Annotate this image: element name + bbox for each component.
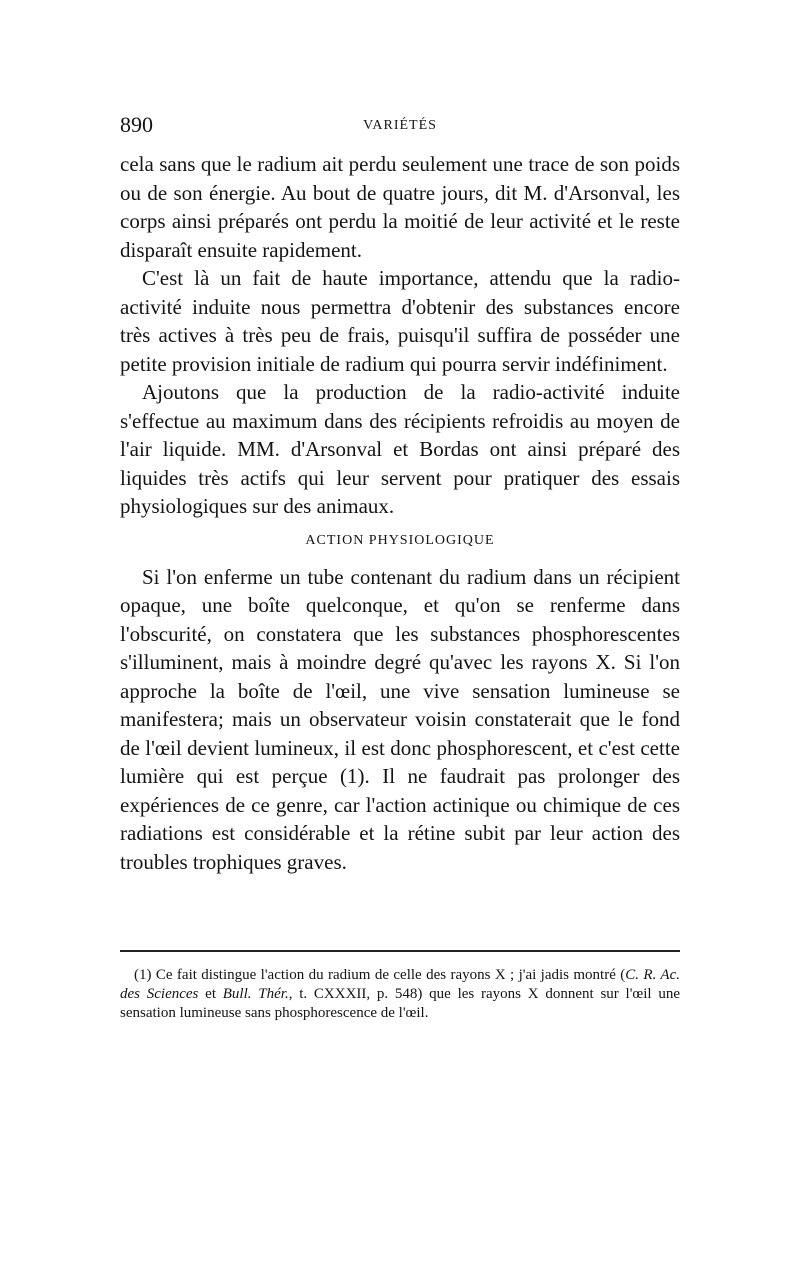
footnote-citation: C. R. Ac. des Sciences (120, 967, 681, 1002)
paragraph: cela sans que le radium ait perdu seulement une trace de son poids ou de son énergie. Au bout de quatre jours, dit M. d'Arsonval, les corps ainsi préparés ont perdu la moitié de leur activité et le reste disparaît ensuite rapidement. (120, 152, 680, 262)
footnote-separator (120, 950, 680, 952)
paragraph: Ajoutons que la production de la radio-activité induite s'effectue au maximum dans des récipients refroidis au moyen de l'air liquide. MM. d'Arsonval et Bordas ont ainsi préparé des liquides très actifs qui leur servent pour pratiquer des essais physiologiques sur des animaux. (120, 380, 680, 518)
page-number: 890 (120, 112, 153, 137)
footnote-text: et (198, 986, 223, 1002)
body-text (120, 150, 680, 876)
footnote (120, 966, 680, 1023)
paragraph: Si l'on enferme un tube contenant du radium dans un récipient opaque, une boîte quelconque, et qu'on se renferme dans l'obscurité, on constatera que les substances phosphorescentes s'illuminent, mais à moindre degré qu'avec les rayons X. Si l'on approche la boîte de l'œil, une vive sensation lumineuse se manifestera; mais un observateur voisin constaterait que le fond de l'œil devient lumineux, il est donc phosphorescent, et c'est cette lumière qui est perçue (1). Il ne faudrait pas prolonger des expériences de ce genre, car l'action actinique ou chimique de ces radiations est considérable et la rétine subit par leur action des troubles trophiques graves. (120, 564, 680, 874)
footnote-text: , t. CXXXII, p. 548) que les rayons X donnent sur l'œil une sensation lumineuse sans phosphorescence de l'œil. (120, 986, 680, 1021)
footnote-text: (1) Ce fait distingue l'action du radium de celle des rayons X ; j'ai jadis montré ( (134, 967, 626, 983)
footnote-citation: Bull. Thér. (222, 986, 289, 1002)
running-title: VARIÉTÉS (363, 118, 437, 133)
page-header (120, 112, 680, 146)
paragraph: C'est là un fait de haute importance, attendu que la radio-activité induite nous permettra d'obtenir des substances encore très actives à très peu de frais, puisqu'il suffira de posséder une petite provision initiale de radium qui pourra servir indéfiniment. (120, 266, 680, 376)
section-heading: ACTION PHYSIOLOGIQUE (305, 532, 495, 548)
